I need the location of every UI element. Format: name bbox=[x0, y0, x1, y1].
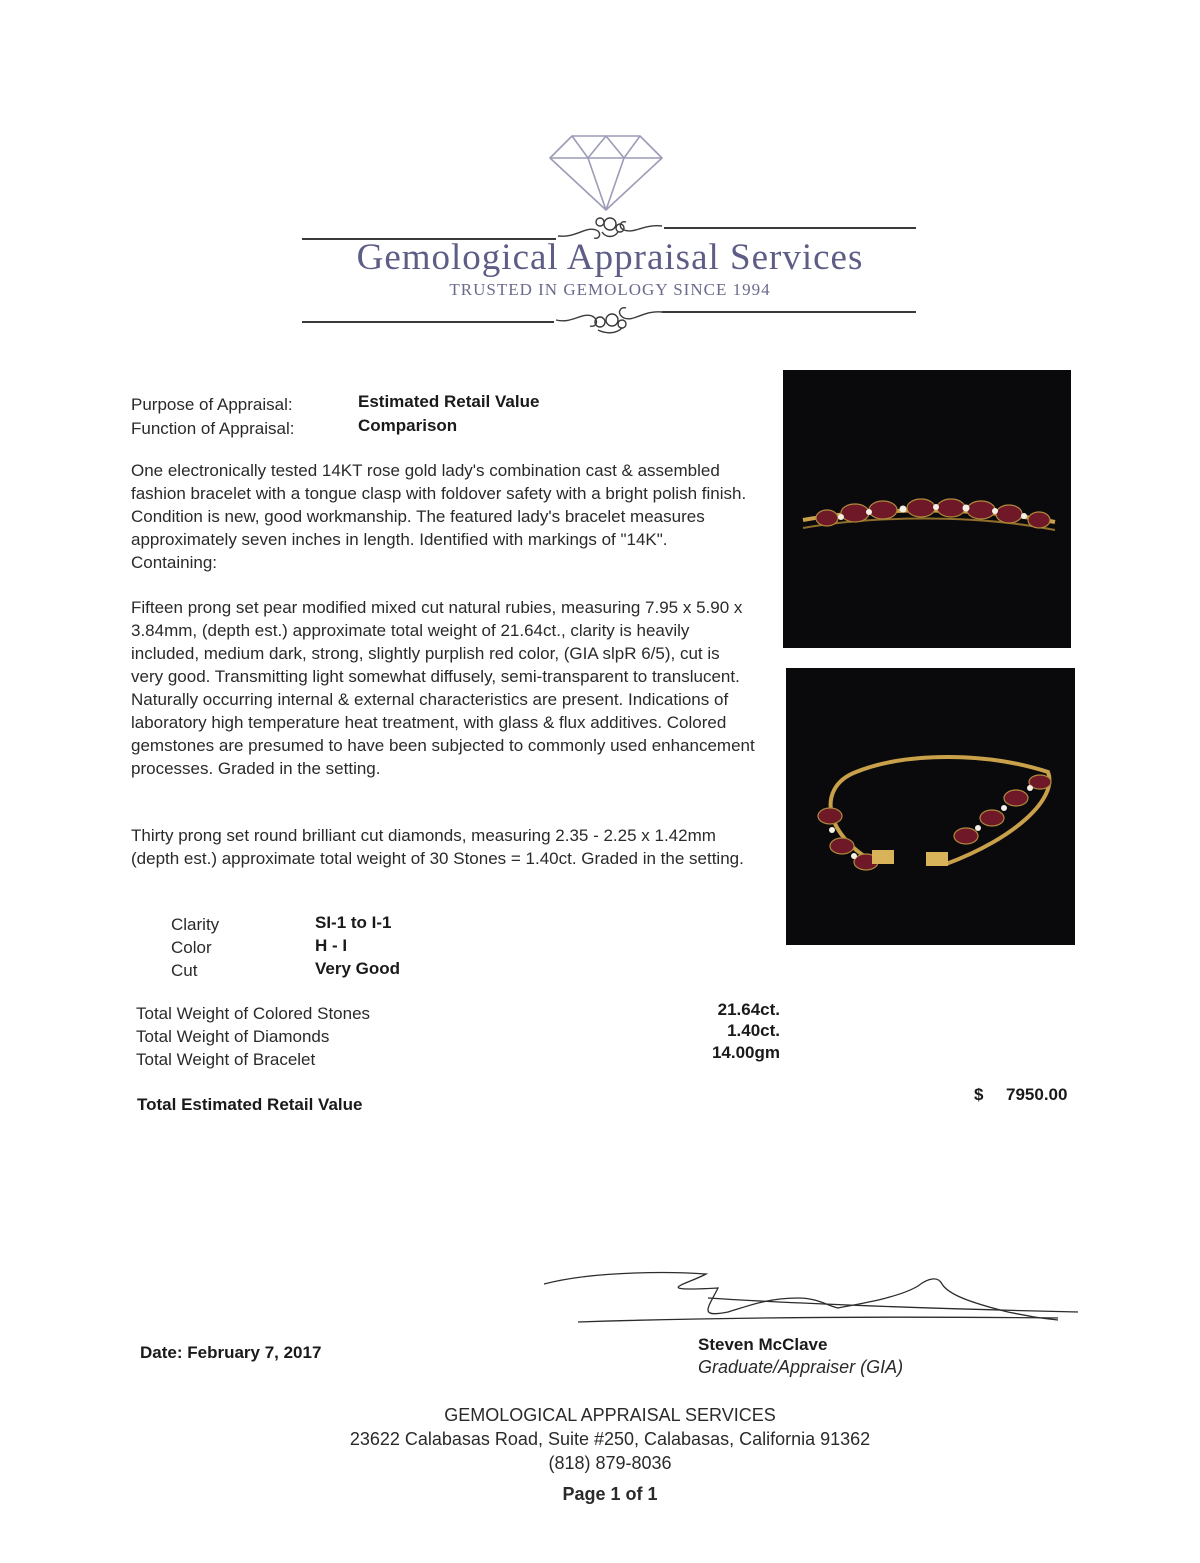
estimate-amount: 7950.00 bbox=[1006, 1085, 1068, 1104]
bracelet-straight-image bbox=[783, 370, 1071, 648]
total-label-diamonds: Total Weight of Diamonds bbox=[136, 1027, 330, 1046]
purpose-label: Purpose of Appraisal: bbox=[131, 395, 293, 414]
grading-label-clarity: Clarity bbox=[171, 915, 220, 934]
grading-label-color: Color bbox=[171, 938, 212, 957]
appraiser-name: Steven McClave bbox=[698, 1335, 828, 1354]
company-tagline: TRUSTED IN GEMOLOGY SINCE 1994 bbox=[449, 280, 771, 299]
appraiser-title: Graduate/Appraiser (GIA) bbox=[698, 1357, 904, 1377]
grading-label-cut: Cut bbox=[171, 961, 198, 980]
appraiser-signature bbox=[538, 1268, 1082, 1334]
diamond-outline-icon bbox=[548, 132, 664, 212]
bracelet-description: One electronically tested 14KT rose gold lady's combination cast & assembled fashion bracelet with a tongue clasp with foldover safety with a bright polish finish. Condition is new, good workmanship. The featured lady's bracelet measures approximately seven inches in length. Identified with markings of "14K". Containing: bbox=[131, 461, 747, 572]
logo-rule-bottom-left bbox=[302, 321, 554, 323]
function-value: Comparison bbox=[358, 416, 458, 435]
bracelet-photo-straight bbox=[783, 370, 1071, 648]
logo-rule-bottom-right bbox=[662, 311, 916, 313]
total-label-bracelet: Total Weight of Bracelet bbox=[136, 1050, 316, 1069]
total-value-bracelet: 14.00gm bbox=[711, 1043, 780, 1062]
footer-company: GEMOLOGICAL APPRAISAL SERVICES bbox=[444, 1405, 776, 1425]
diamond-description: Thirty prong set round brilliant cut diamonds, measuring 2.35 - 2.25 x 1.42mm (depth est.) approximate total weight of 30 Stones = 1.40ct. Graded in the setting. bbox=[131, 826, 744, 868]
total-label-colored-stones: Total Weight of Colored Stones bbox=[136, 1004, 371, 1023]
company-name: Gemological Appraisal Services bbox=[356, 237, 864, 278]
grading-value-clarity: SI-1 to I-1 bbox=[315, 913, 392, 932]
footer-phone: (818) 879-8036 bbox=[548, 1453, 672, 1473]
purpose-value: Estimated Retail Value bbox=[358, 392, 540, 411]
total-value-colored-stones: 21.64ct. bbox=[717, 1000, 780, 1019]
scroll-ornament-bottom bbox=[554, 302, 664, 336]
appraisal-date: Date: February 7, 2017 bbox=[140, 1343, 322, 1362]
page-number: Page 1 of 1 bbox=[562, 1484, 658, 1504]
estimate-currency: $ bbox=[974, 1085, 984, 1104]
bracelet-curved-image bbox=[786, 668, 1075, 945]
footer-address: 23622 Calabasas Road, Suite #250, Calabasas, California 91362 bbox=[349, 1429, 871, 1449]
bracelet-photo-curved bbox=[786, 668, 1075, 945]
grading-value-cut: Very Good bbox=[315, 959, 401, 978]
function-label: Function of Appraisal: bbox=[131, 419, 295, 438]
logo-rule-top-right bbox=[664, 227, 916, 229]
estimate-label: Total Estimated Retail Value bbox=[137, 1095, 363, 1114]
total-value-diamonds: 1.40ct. bbox=[727, 1021, 780, 1040]
grading-value-color: H - I bbox=[315, 936, 348, 955]
ruby-description: Fifteen prong set pear modified mixed cut natural rubies, measuring 7.95 x 5.90 x 3.84mm, (depth est.) approximate total weight of 21.64ct., clarity is heavily included, medium dark, strong, slightly purplish red color, (GIA slpR 6/5), cut is very good. Transmitting light somewhat diffusely, semi-transparent to translucent. Naturally occurring internal & external characteristics are present. Indications of laboratory high temperature heat treatment, with glass & flux additives. Colored gemstones are presumed to have been subjected to commonly used enhancement processes. Graded in the setting. bbox=[131, 598, 755, 778]
